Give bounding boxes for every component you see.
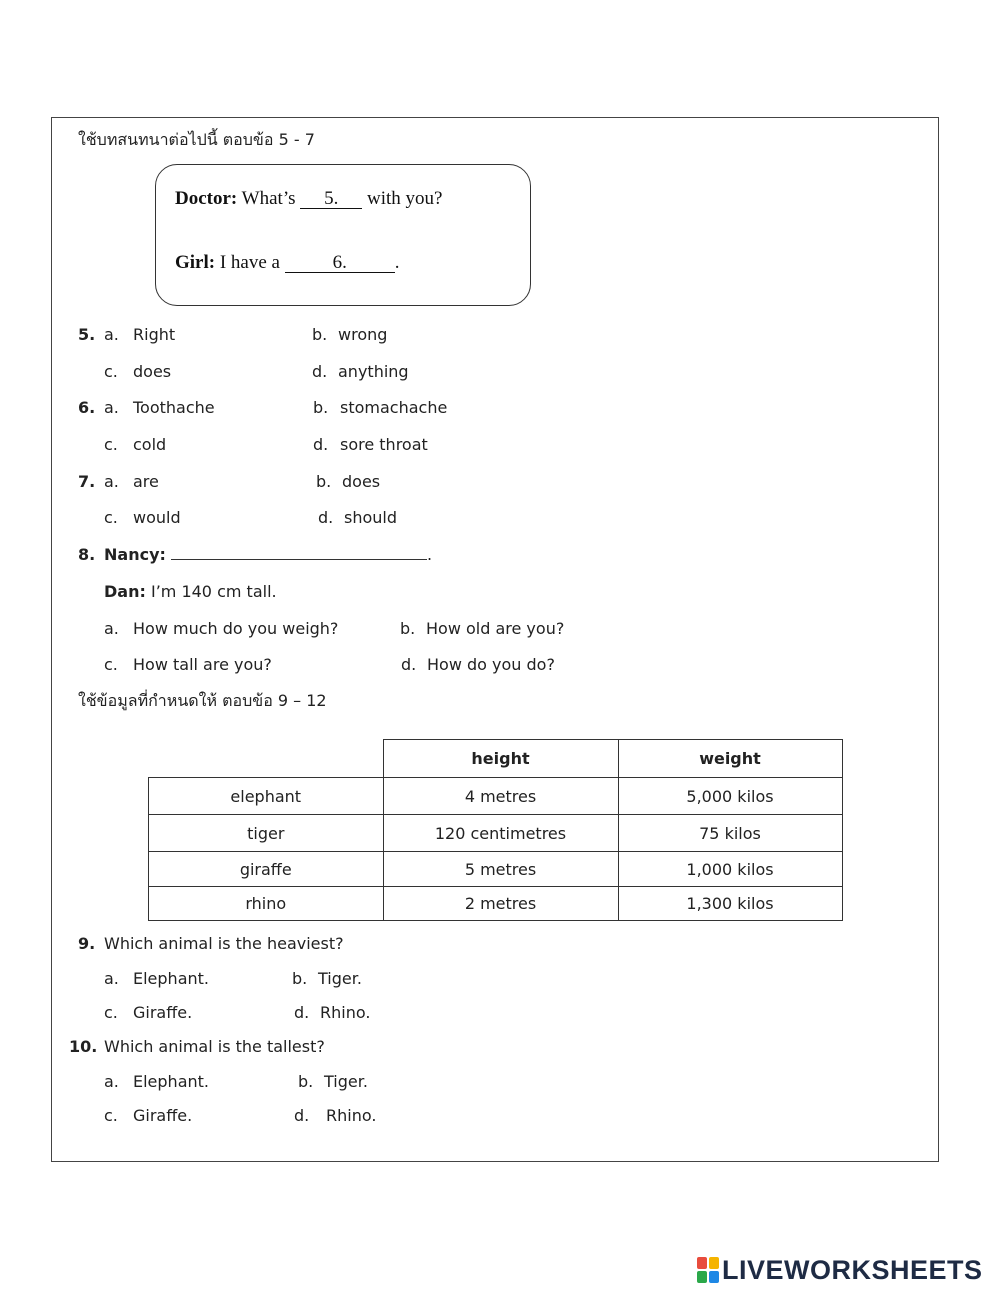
dialog-line-doctor: [175, 189, 442, 209]
q9-option-b[interactable]: Tiger.: [318, 969, 362, 988]
q7-option-a[interactable]: are: [133, 472, 159, 491]
q6-d-letter: d.: [313, 435, 329, 454]
cell-height: 4 metres: [383, 778, 618, 815]
blank-5[interactable]: 5.: [300, 190, 362, 209]
q8-option-c[interactable]: How tall are you?: [133, 655, 272, 674]
q10-option-c[interactable]: Giraffe.: [133, 1106, 193, 1125]
q10-text: Which animal is the tallest?: [104, 1037, 325, 1056]
logo-square-1: [697, 1257, 707, 1269]
logo-text: LIVEWORKSHEETS: [722, 1254, 983, 1285]
cell-animal: tiger: [149, 815, 384, 852]
q5-option-a[interactable]: Right: [133, 325, 176, 344]
q6-a-letter: a.: [104, 398, 119, 417]
speaker-nancy: Nancy:: [104, 545, 166, 564]
q9-d-letter: d.: [294, 1003, 310, 1022]
animal-table: [148, 739, 843, 921]
cell-weight: 75 kilos: [618, 815, 842, 852]
q10-a-letter: a.: [104, 1072, 119, 1091]
q10-d-letter: d.: [294, 1106, 310, 1125]
q6-option-c[interactable]: cold: [133, 435, 167, 454]
q8-a-letter: a.: [104, 619, 119, 638]
header-height: height: [383, 740, 618, 778]
q6-option-b[interactable]: stomachache: [340, 398, 448, 417]
cell-animal: giraffe: [149, 852, 384, 887]
q7-number: 7.: [78, 472, 96, 491]
table-row: [149, 887, 843, 921]
q8-blank-end: .: [426, 545, 433, 564]
q6-option-d[interactable]: sore throat: [340, 435, 428, 454]
q9-number: 9.: [78, 934, 96, 953]
q8-option-a[interactable]: How much do you weigh?: [133, 619, 339, 638]
dialog-line1-pre: What’s: [241, 188, 296, 209]
section2-instruction: ใช้ข้อมูลที่กำหนดให้ ตอบข้อ 9 – 12: [78, 691, 327, 710]
cell-animal: rhino: [149, 887, 384, 921]
q8-nancy-line: [104, 545, 432, 565]
q5-b-letter: b.: [312, 325, 328, 344]
logo-square-4: [709, 1271, 719, 1283]
cell-weight: 1,000 kilos: [618, 852, 842, 887]
cell-height: 5 metres: [383, 852, 618, 887]
q9-text: Which animal is the heaviest?: [104, 934, 344, 953]
q7-d-letter: d.: [318, 508, 334, 527]
logo-mark-icon: [697, 1257, 719, 1283]
q8-option-b[interactable]: How old are you?: [426, 619, 565, 638]
dialog-line2-pre: I have a: [219, 252, 280, 273]
cell-height: 2 metres: [383, 887, 618, 921]
q9-b-letter: b.: [292, 969, 308, 988]
q8-b-letter: b.: [400, 619, 416, 638]
q8-option-d[interactable]: How do you do?: [427, 655, 555, 674]
q7-option-d[interactable]: should: [344, 508, 398, 527]
q7-option-c[interactable]: would: [133, 508, 181, 527]
liveworksheets-logo[interactable]: [697, 1254, 983, 1286]
q10-b-letter: b.: [298, 1072, 314, 1091]
q8-dan-text: I’m 140 cm tall.: [150, 582, 277, 601]
q8-number: 8.: [78, 545, 96, 564]
q9-c-letter: c.: [104, 1003, 118, 1022]
speaker-dan: Dan:: [104, 582, 146, 601]
q9-a-letter: a.: [104, 969, 119, 988]
cell-animal: elephant: [149, 778, 384, 815]
q10-option-b[interactable]: Tiger.: [324, 1072, 368, 1091]
speaker-girl: Girl:: [175, 252, 216, 273]
dialog-box: [155, 164, 531, 306]
q5-d-letter: d.: [312, 362, 328, 381]
q6-number: 6.: [78, 398, 96, 417]
q5-option-b[interactable]: wrong: [338, 325, 388, 344]
table-header-row: [149, 740, 843, 778]
dialog-line2-post: .: [394, 252, 400, 273]
q8-d-letter: d.: [401, 655, 417, 674]
table-row: [149, 852, 843, 887]
logo-square-3: [697, 1271, 707, 1283]
q6-option-a[interactable]: Toothache: [133, 398, 215, 417]
header-weight: weight: [618, 740, 842, 778]
q7-a-letter: a.: [104, 472, 119, 491]
q6-c-letter: c.: [104, 435, 118, 454]
cell-weight: 1,300 kilos: [618, 887, 842, 921]
cell-weight: 5,000 kilos: [618, 778, 842, 815]
speaker-doctor: Doctor:: [175, 188, 238, 209]
q7-option-b[interactable]: does: [342, 472, 381, 491]
dialog-line-girl: [175, 253, 400, 273]
logo-square-2: [709, 1257, 719, 1269]
table-row: [149, 778, 843, 815]
q9-option-c[interactable]: Giraffe.: [133, 1003, 193, 1022]
q10-option-a[interactable]: Elephant.: [133, 1072, 209, 1091]
q9-option-a[interactable]: Elephant.: [133, 969, 209, 988]
q5-option-c[interactable]: does: [133, 362, 172, 381]
section1-instruction: ใช้บทสนทนาต่อไปนี้ ตอบข้อ 5 - 7: [78, 130, 315, 149]
q7-c-letter: c.: [104, 508, 118, 527]
q10-number: 10.: [69, 1037, 98, 1056]
q5-number: 5.: [78, 325, 96, 344]
q5-option-d[interactable]: anything: [338, 362, 409, 381]
q10-c-letter: c.: [104, 1106, 118, 1125]
q8-c-letter: c.: [104, 655, 118, 674]
table-row: [149, 815, 843, 852]
q8-dan-line: [104, 582, 277, 602]
q5-c-letter: c.: [104, 362, 118, 381]
blank-6[interactable]: 6.: [285, 254, 395, 273]
q6-b-letter: b.: [313, 398, 329, 417]
cell-height: 120 centimetres: [383, 815, 618, 852]
q9-option-d[interactable]: Rhino.: [320, 1003, 371, 1022]
q7-b-letter: b.: [316, 472, 332, 491]
q8-answer-blank[interactable]: [171, 545, 427, 560]
table-corner-cell: [149, 740, 384, 778]
dialog-line1-post: with you?: [367, 188, 443, 209]
q10-option-d[interactable]: Rhino.: [326, 1106, 377, 1125]
q5-a-letter: a.: [104, 325, 119, 344]
